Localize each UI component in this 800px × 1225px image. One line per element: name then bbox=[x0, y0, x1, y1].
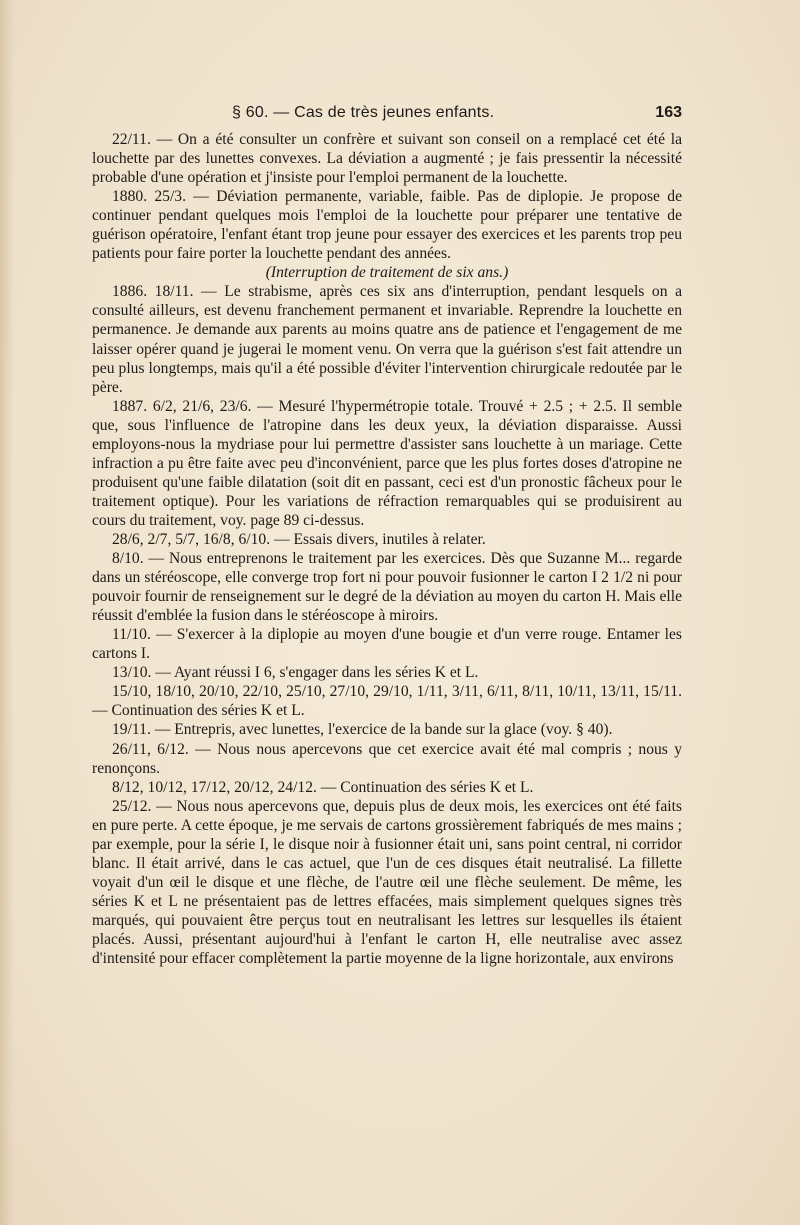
paragraph: 26/11, 6/12. — Nous nous apercevons que cet exercice avait été mal compris ; nous y renonçons. bbox=[92, 740, 682, 777]
paragraph: 1887. 6/2, 21/6, 23/6. — Mesuré l'hypermétropie totale. Trouvé + 2.5 ; + 2.5. Il semble que, sous l'influence de l'atropine dans les deux yeux, la déviation disparaisse. Aussi employons-nous la mydriase pour lui permettre d'assister sans louchette à un mariage. Cette infraction a pu être faite avec peu d'inconvénient, parce que les plus fortes doses d'atropine ne produisent qu'une faible dilatation (soit dit en passant, ceci est d'un pronostic fâcheux pour le traitement optique). Pour les variations de réfraction remarquables qui se produisirent au cours du traitement, voy. page 89 ci-dessus. bbox=[92, 397, 682, 529]
interruption-note: (Interruption de traitement de six ans.) bbox=[265, 264, 509, 282]
paragraph: 25/12. — Nous nous apercevons que, depuis plus de deux mois, les exercices ont été faits en pure perte. A cette époque, je me servais de cartons grossièrement fabriqués de mes mains ; par exemple, pour la série I, le disque noir à fusionner était uni, sans point central, ni corridor blanc. Il était arrivé, dans le cas actuel, que l'un de ces disques était neutralisé. La fillette voyait d'un œil le disque et une flèche, de l'autre œil une flèche seulement. De même, les séries K et L ne présentaient pas de lettres effacées, mais simplement quelques signes très marqués, qui pouvaient être perçus tout en neutralisant les lettres sur lesquelles ils étaient placés. Aussi, présentant aujourd'hui à l'enfant le carton H, elle neutralise avec assez d'intensité pour effacer complètement la partie moyenne de la ligne horizontale, aux environs bbox=[92, 797, 682, 968]
paragraph: 13/10. — Ayant réussi I 6, s'engager dans les séries K et L. bbox=[112, 664, 479, 682]
section-title: § 60. — Cas de très jeunes enfants. bbox=[232, 104, 495, 121]
paragraph: 19/11. — Entrepris, avec lunettes, l'exercice de la bande sur la glace (voy. § 40). bbox=[112, 721, 613, 739]
paragraph: 1880. 25/3. — Déviation permanente, variable, faible. Pas de diplopie. Je propose de continuer pendant quelques mois l'emploi de la louchette pour préparer une tentative de guérison opératoire, l'enfant étant trop jeune pour essayer des exercices et les parents trop peu patients pour faire porter la louchette pendant des années. bbox=[92, 188, 682, 263]
page-edge-shadow bbox=[0, 0, 14, 1225]
paragraph: 1886. 18/11. — Le strabisme, après ces six ans d'interruption, pendant lesquels on a consulté ailleurs, est devenu franchement permanent et invariable. Reprendre la louchette en permanence. Je demande aux parents au moins quatre ans de patience et l'engagement de me laisser opérer quand je jugerai le moment venu. On verra que la guérison s'est fait attendre un peu plus longtemps, mais qu'il a été possible d'éviter l'intervention chirurgicale redoutée par le père. bbox=[92, 283, 682, 396]
paragraph: 22/11. — On a été consulter un confrère et suivant son conseil on a remplacé cet été la louchette par des lunettes convexes. La déviation a augmenté ; je fais pressentir la nécessité probable d'une opération et j'insiste pour l'emploi permanent de la louchette. bbox=[92, 131, 682, 187]
paragraph: 8/12, 10/12, 17/12, 20/12, 24/12. — Continuation des séries K et L. bbox=[112, 778, 534, 796]
paragraph: 28/6, 2/7, 5/7, 16/8, 6/10. — Essais divers, inutiles à relater. bbox=[112, 530, 486, 548]
paragraph: 11/10. — S'exercer à la diplopie au moyen d'une bougie et d'un verre rouge. Entamer les cartons I. bbox=[92, 626, 682, 663]
running-header bbox=[92, 104, 682, 126]
paragraph: 15/10, 18/10, 20/10, 22/10, 25/10, 27/10, 29/10, 1/11, 3/11, 6/11, 8/11, 10/11, 13/11, 15/11. — Continuation des séries K et L. bbox=[92, 683, 682, 720]
page-body bbox=[92, 130, 682, 968]
page-number: 163 bbox=[655, 104, 682, 121]
paragraph: 8/10. — Nous entreprenons le traitement par les exercices. Dès que Suzanne M... regarde dans un stéréoscope, elle converge trop fort ni pour pouvoir fusionner le carton I 2 1/2 ni pour pouvoir fournir de renseignement sur le degré de la déviation au moyen du carton H. Mais elle réussit d'emblée la fusion dans le stéréoscope à miroirs. bbox=[92, 550, 682, 625]
